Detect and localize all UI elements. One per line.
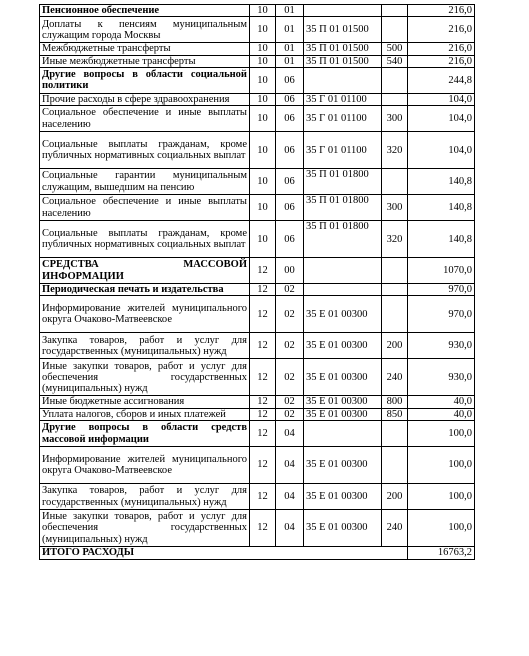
table-row	[40, 359, 475, 396]
table-row	[40, 296, 475, 333]
target-article-code: 35 Г 01 01100	[304, 93, 382, 105]
target-article-code: 35 Е 01 00300	[304, 484, 382, 510]
table-row	[40, 396, 475, 408]
total-row	[40, 547, 475, 560]
section-code: 12	[250, 359, 276, 396]
table-row	[40, 510, 475, 547]
amount: 244,8	[408, 67, 475, 93]
expense-name: Закупка товаров, работ и услуг для государственных (муниципальных) нужд	[40, 333, 250, 359]
expense-type-code	[382, 67, 408, 93]
expense-type-code	[382, 169, 408, 195]
subsection-code: 02	[276, 408, 304, 420]
expense-type-code	[382, 447, 408, 484]
section-code: 10	[250, 132, 276, 169]
amount: 216,0	[408, 55, 475, 67]
amount: 970,0	[408, 284, 475, 296]
target-article-code	[304, 5, 382, 17]
expense-type-code: 800	[382, 396, 408, 408]
expense-type-code: 320	[382, 132, 408, 169]
expense-name: Иные бюджетные ассигнования	[40, 396, 250, 408]
amount: 140,8	[408, 221, 475, 258]
table-row	[40, 408, 475, 420]
amount: 140,8	[408, 195, 475, 221]
section-code: 12	[250, 447, 276, 484]
table-row	[40, 284, 475, 296]
total-sum: 16763,2	[408, 547, 475, 560]
amount: 100,0	[408, 447, 475, 484]
expense-type-code	[382, 5, 408, 17]
section-code: 10	[250, 43, 276, 55]
amount: 216,0	[408, 17, 475, 43]
target-article-code: 35 Е 01 00300	[304, 333, 382, 359]
table-row	[40, 67, 475, 93]
target-article-code: 35 П 01 01800	[304, 195, 382, 221]
amount: 100,0	[408, 484, 475, 510]
expense-name: Иные межбюджетные трансферты	[40, 55, 250, 67]
expense-name: Уплата налогов, сборов и иных платежей	[40, 408, 250, 420]
target-article-code: 35 Е 01 00300	[304, 510, 382, 547]
expense-type-code	[382, 421, 408, 447]
target-article-code: 35 Е 01 00300	[304, 447, 382, 484]
expense-type-code: 240	[382, 510, 408, 547]
section-code: 10	[250, 5, 276, 17]
target-article-code	[304, 421, 382, 447]
table-row	[40, 132, 475, 169]
expense-type-code: 850	[382, 408, 408, 420]
expense-type-code	[382, 93, 408, 105]
subsection-code: 04	[276, 484, 304, 510]
target-article-code: 35 П 01 01500	[304, 55, 382, 67]
expense-type-code: 200	[382, 333, 408, 359]
subsection-code: 06	[276, 169, 304, 195]
subsection-code: 04	[276, 447, 304, 484]
expense-type-code: 240	[382, 359, 408, 396]
expense-name: Социальное обеспечение и иные выплаты населению	[40, 106, 250, 132]
expense-name: Другие вопросы в области социальной политики	[40, 67, 250, 93]
expense-type-code: 540	[382, 55, 408, 67]
amount: 1070,0	[408, 258, 475, 284]
table-row	[40, 55, 475, 67]
subsection-code: 01	[276, 43, 304, 55]
expense-type-code	[382, 296, 408, 333]
subsection-code: 00	[276, 258, 304, 284]
expense-name: Информирование жителей муниципального округа Очаково-Матвеевское	[40, 447, 250, 484]
target-article-code: 35 П 01 01800	[304, 169, 382, 195]
section-code: 10	[250, 17, 276, 43]
expense-type-code	[382, 284, 408, 296]
subsection-code: 01	[276, 55, 304, 67]
amount: 216,0	[408, 5, 475, 17]
expense-name: Пенсионное обеспечение	[40, 5, 250, 17]
expense-type-code	[382, 17, 408, 43]
target-article-code: 35 П 01 01500	[304, 17, 382, 43]
expense-name: Закупка товаров, работ и услуг для государственных (муниципальных) нужд	[40, 484, 250, 510]
subsection-code: 06	[276, 195, 304, 221]
table-row	[40, 43, 475, 55]
subsection-code: 06	[276, 93, 304, 105]
table-row	[40, 221, 475, 258]
expense-name: Периодическая печать и издательства	[40, 284, 250, 296]
expense-name: Прочие расходы в сфере здравоохранения	[40, 93, 250, 105]
expense-name: СРЕДСТВА МАССОВОЙ ИНФОРМАЦИИ	[40, 258, 250, 284]
subsection-code: 02	[276, 359, 304, 396]
subsection-code: 04	[276, 510, 304, 547]
section-code: 12	[250, 296, 276, 333]
target-article-code: 35 П 01 01500	[304, 43, 382, 55]
expense-type-code: 500	[382, 43, 408, 55]
expense-type-code: 200	[382, 484, 408, 510]
expense-name: Другие вопросы в области средств массовой информации	[40, 421, 250, 447]
expense-name: Социальные гарантии муниципальным служащим, вышедшим на пенсию	[40, 169, 250, 195]
expense-name: Межбюджетные трансферты	[40, 43, 250, 55]
expense-name: Социальные выплаты гражданам, кроме публичных нормативных социальных выплат	[40, 221, 250, 258]
amount: 40,0	[408, 396, 475, 408]
subsection-code: 02	[276, 284, 304, 296]
table-row	[40, 169, 475, 195]
subsection-code: 04	[276, 421, 304, 447]
target-article-code: 35 Г 01 01100	[304, 106, 382, 132]
expense-type-code	[382, 258, 408, 284]
amount: 40,0	[408, 408, 475, 420]
target-article-code: 35 Е 01 00300	[304, 408, 382, 420]
target-article-code	[304, 284, 382, 296]
table-row	[40, 93, 475, 105]
amount: 930,0	[408, 333, 475, 359]
subsection-code: 06	[276, 67, 304, 93]
section-code: 10	[250, 195, 276, 221]
target-article-code	[304, 258, 382, 284]
subsection-code: 01	[276, 17, 304, 43]
target-article-code: 35 П 01 01800	[304, 221, 382, 258]
section-code: 12	[250, 484, 276, 510]
section-code: 10	[250, 221, 276, 258]
table-row	[40, 5, 475, 17]
section-code: 12	[250, 408, 276, 420]
table-row	[40, 17, 475, 43]
target-article-code	[304, 67, 382, 93]
subsection-code: 06	[276, 221, 304, 258]
expense-name: Информирование жителей муниципального округа Очаково-Матвеевское	[40, 296, 250, 333]
section-code: 10	[250, 67, 276, 93]
section-code: 12	[250, 258, 276, 284]
table-row	[40, 258, 475, 284]
amount: 104,0	[408, 106, 475, 132]
table-row	[40, 484, 475, 510]
section-code: 10	[250, 169, 276, 195]
subsection-code: 06	[276, 106, 304, 132]
amount: 104,0	[408, 132, 475, 169]
amount: 930,0	[408, 359, 475, 396]
table-row	[40, 333, 475, 359]
section-code: 12	[250, 421, 276, 447]
subsection-code: 06	[276, 132, 304, 169]
target-article-code: 35 Г 01 01100	[304, 132, 382, 169]
section-code: 10	[250, 55, 276, 67]
subsection-code: 01	[276, 5, 304, 17]
total-label: ИТОГО РАСХОДЫ	[40, 547, 408, 560]
table-row	[40, 447, 475, 484]
table-row	[40, 421, 475, 447]
table-body	[40, 5, 475, 547]
table-row	[40, 106, 475, 132]
table-row	[40, 195, 475, 221]
expense-type-code: 300	[382, 195, 408, 221]
expense-type-code: 300	[382, 106, 408, 132]
section-code: 12	[250, 284, 276, 296]
amount: 216,0	[408, 43, 475, 55]
subsection-code: 02	[276, 296, 304, 333]
subsection-code: 02	[276, 396, 304, 408]
amount: 100,0	[408, 510, 475, 547]
amount: 970,0	[408, 296, 475, 333]
amount: 104,0	[408, 93, 475, 105]
expense-name: Социальное обеспечение и иные выплаты населению	[40, 195, 250, 221]
expense-type-code: 320	[382, 221, 408, 258]
expense-name: Иные закупки товаров, работ и услуг для обеспечения государственных (муниципальных) нужд	[40, 359, 250, 396]
section-code: 10	[250, 106, 276, 132]
budget-expenses-table	[39, 4, 475, 560]
section-code: 12	[250, 396, 276, 408]
section-code: 12	[250, 333, 276, 359]
target-article-code: 35 Е 01 00300	[304, 359, 382, 396]
amount: 140,8	[408, 169, 475, 195]
expense-name: Иные закупки товаров, работ и услуг для обеспечения государственных (муниципальных) нужд	[40, 510, 250, 547]
section-code: 10	[250, 93, 276, 105]
target-article-code: 35 Е 01 00300	[304, 296, 382, 333]
amount: 100,0	[408, 421, 475, 447]
section-code: 12	[250, 510, 276, 547]
target-article-code: 35 Е 01 00300	[304, 396, 382, 408]
expense-name: Социальные выплаты гражданам, кроме публичных нормативных социальных выплат	[40, 132, 250, 169]
expense-name: Доплаты к пенсиям муниципальным служащим города Москвы	[40, 17, 250, 43]
subsection-code: 02	[276, 333, 304, 359]
